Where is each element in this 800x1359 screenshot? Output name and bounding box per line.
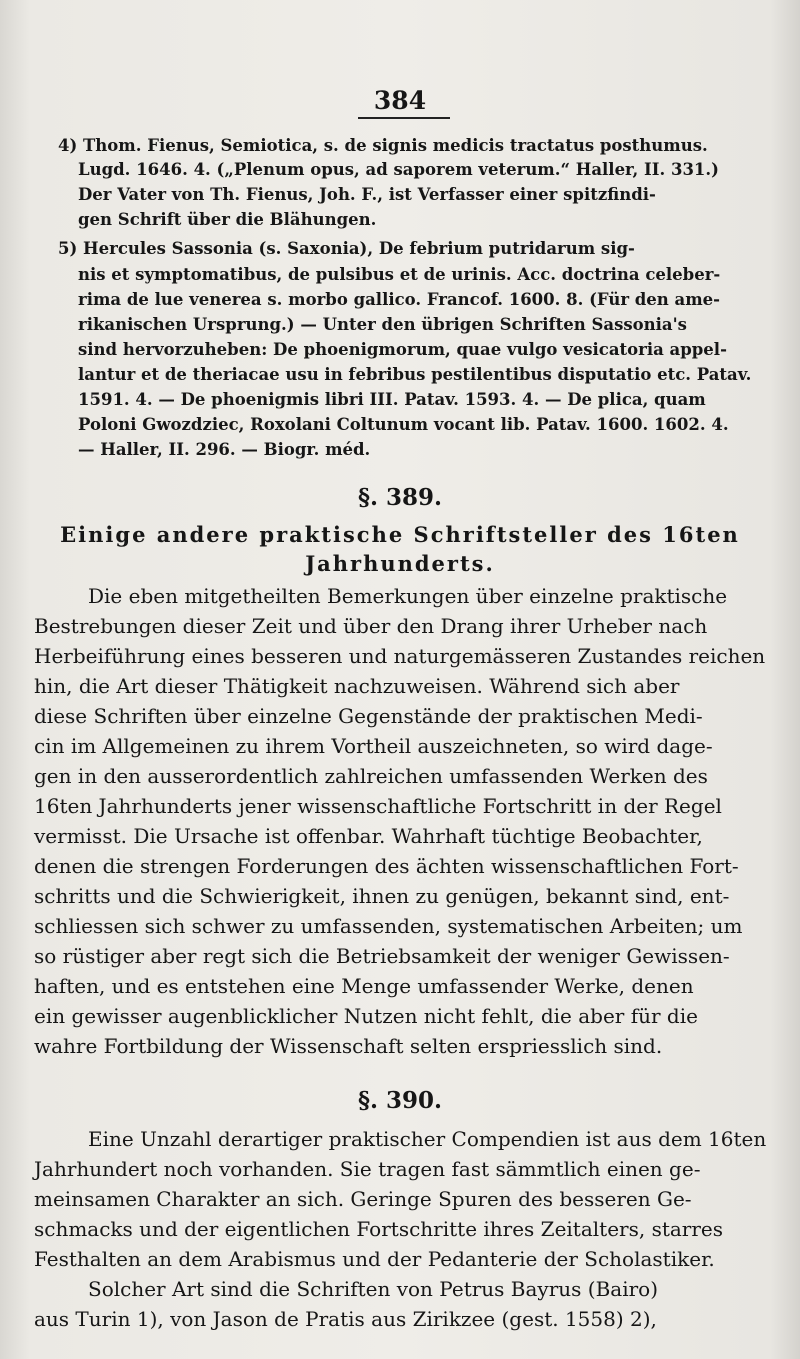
footnote-line: rima de lue venerea s. morbo gallico. Francof. 1600. 8. (Für den ame- xyxy=(78,290,721,309)
paragraph-line: schliessen sich schwer zu umfassenden, systematischen Arbeiten; um xyxy=(34,914,743,938)
paragraph-line: so rüstiger aber regt sich die Betriebsamkeit der weniger Gewissen- xyxy=(34,944,730,968)
paragraph-line: wahre Fortbildung der Wissenschaft selten erspriesslich sind. xyxy=(34,1034,663,1058)
paragraph-line: meinsamen Charakter an sich. Geringe Spuren des besseren Ge- xyxy=(34,1187,692,1211)
section-number: §. 390. xyxy=(357,1087,443,1114)
paragraph-line: gen in den ausserordentlich zahlreichen umfassenden Werken des xyxy=(34,764,708,788)
paragraph-line: Bestrebungen dieser Zeit und über den Drang ihrer Urheber nach xyxy=(34,614,708,638)
header-rule xyxy=(358,117,450,119)
paragraph-line: denen die strengen Forderungen des ächten wissenschaftlichen Fort- xyxy=(34,854,739,878)
paragraph-line: Jahrhundert noch vorhanden. Sie tragen fast sämmtlich einen ge- xyxy=(34,1157,701,1181)
page-number: 384 xyxy=(373,86,427,115)
paragraph-line: ein gewisser augenblicklicher Nutzen nicht fehlt, die aber für die xyxy=(34,1004,698,1028)
footnote-line: Lugd. 1646. 4. („Plenum opus, ad saporem veterum.“ Haller, II. 331.) xyxy=(78,160,719,179)
paragraph-line: Herbeiführung eines besseren und naturgemässeren Zustandes reichen xyxy=(34,644,766,668)
paragraph-line: aus Turin 1), von Jason de Pratis aus Zirikzee (gest. 1558) 2), xyxy=(34,1307,657,1331)
paragraph-line: schmacks und der eigentlichen Fortschritte ihres Zeitalters, starres xyxy=(34,1217,724,1241)
paragraph-line: vermisst. Die Ursache ist offenbar. Wahrhaft tüchtige Beobachter, xyxy=(34,824,703,848)
footnote-line: gen Schrift über die Blähungen. xyxy=(78,210,377,229)
footnote-line: nis et symptomatibus, de pulsibus et de urinis. Acc. doctrina celeber- xyxy=(78,265,721,284)
paragraph-line: haften, und es entstehen eine Menge umfassender Werke, denen xyxy=(34,974,694,998)
footnote-line: rikanischen Ursprung.) — Unter den übrigen Schriften Sassonia's xyxy=(78,315,687,334)
paragraph-line: diese Schriften über einzelne Gegenstände der praktischen Medi- xyxy=(34,704,703,728)
paragraph-line: schritts und die Schwierigkeit, ihnen zu genügen, bekannt sind, ent- xyxy=(34,884,730,908)
footnote-line: Poloni Gwozdziec, Roxolani Coltunum vocant lib. Patav. 1600. 1602. 4. xyxy=(78,415,729,434)
section-heading: Jahrhunderts. xyxy=(305,551,495,576)
paragraph-line: Die eben mitgetheilten Bemerkungen über einzelne praktische xyxy=(88,584,728,608)
footnote-line: — Haller, II. 296. — Biogr. méd. xyxy=(78,440,371,459)
section-heading: Einige andere praktische Schriftsteller des 16ten xyxy=(60,522,740,547)
paragraph-line: hin, die Art dieser Thätigkeit nachzuweisen. Während sich aber xyxy=(34,674,680,698)
footnote-line: lantur et de theriacae usu in febribus pestilentibus disputatio etc. Patav. xyxy=(78,365,752,384)
footnote-line: Der Vater von Th. Fienus, Joh. F., ist Verfasser einer spitzfindi- xyxy=(78,185,656,204)
paragraph-line: Solcher Art sind die Schriften von Petrus Bayrus (Bairo) xyxy=(88,1277,658,1301)
footnote-line: 4) Thom. Fienus, Semiotica, s. de signis medicis tractatus posthumus. xyxy=(58,136,708,155)
paragraph-line: Festhalten an dem Arabismus und der Pedanterie der Scholastiker. xyxy=(34,1247,715,1271)
footnote-line: 5) Hercules Sassonia (s. Saxonia), De febrium putridarum sig- xyxy=(58,239,635,258)
paragraph-line: Eine Unzahl derartiger praktischer Compendien ist aus dem 16ten xyxy=(88,1127,767,1151)
footnote-line: sind hervorzuheben: De phoenigmorum, quae vulgo vesicatoria appel- xyxy=(78,340,727,359)
footnote-line: 1591. 4. — De phoenigmis libri III. Patav. 1593. 4. — De plica, quam xyxy=(78,390,706,409)
paragraph-line: cin im Allgemeinen zu ihrem Vortheil auszeichneten, so wird dage- xyxy=(34,734,713,758)
paragraph-line: 16ten Jahrhunderts jener wissenschaftliche Fortschritt in der Regel xyxy=(34,794,722,818)
section-number: §. 389. xyxy=(357,484,443,511)
